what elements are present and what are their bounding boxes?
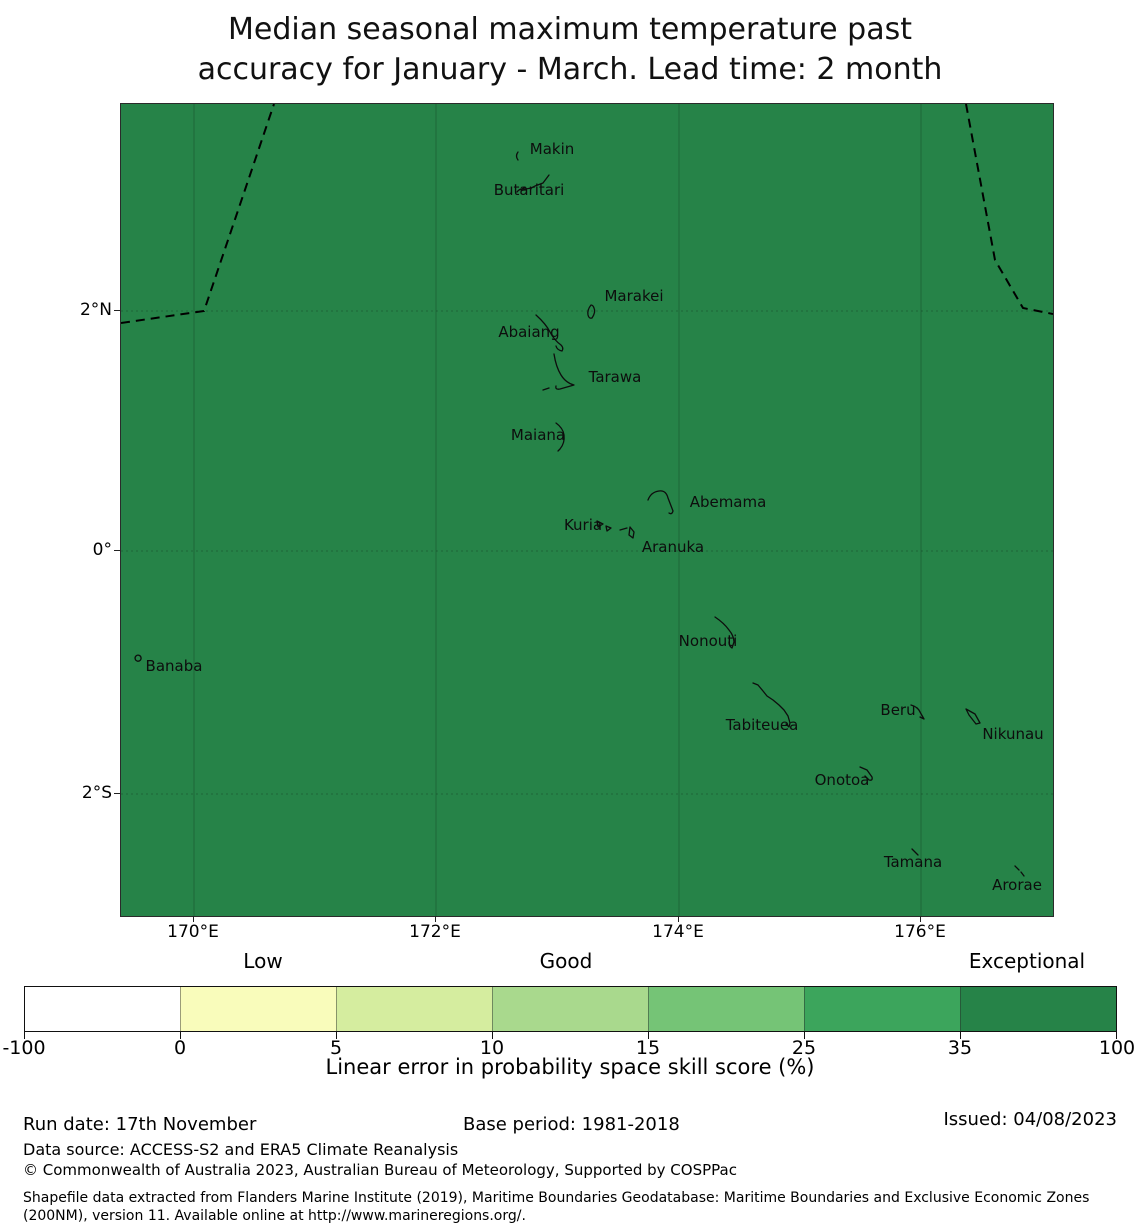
x-tick-mark — [435, 916, 436, 922]
colorbar-tick-0: 0 — [173, 1037, 187, 1059]
colorbar-segment-2 — [336, 987, 492, 1031]
island-shape-arorae — [1015, 866, 1024, 876]
map-overlay — [121, 104, 1053, 916]
colorbar-tick-35: 35 — [947, 1037, 973, 1059]
footer-copyright: © Commonwealth of Australia 2023, Australian Bureau of Meteorology, Supported by COSPPac — [23, 1161, 737, 1179]
island-label-tabiteuea: Tabiteuea — [725, 716, 799, 734]
colorbar-caption: Linear error in probability space skill score (%) — [325, 1055, 815, 1079]
colorbar-segment-4 — [648, 987, 804, 1031]
footer-run-date: Run date: 17th November — [23, 1114, 257, 1135]
island-label-abemama: Abemama — [689, 493, 767, 511]
colorbar-tick-10: 10 — [479, 1037, 505, 1059]
y-tick-mark — [114, 550, 120, 551]
island-shape-nikunau — [966, 709, 980, 724]
footer-data-source: Data source: ACCESS-S2 and ERA5 Climate Reanalysis — [23, 1140, 459, 1159]
x-axis-tick-170e: 170°E — [167, 922, 219, 942]
map-panel — [120, 103, 1054, 917]
footer-issued-date: Issued: 04/08/2023 — [943, 1109, 1117, 1130]
island-shape-banaba — [135, 655, 141, 661]
island-label-nikunau: Nikunau — [982, 725, 1044, 743]
island-label-beru: Beru — [880, 701, 916, 719]
island-shape-abemama — [648, 491, 673, 514]
x-tick-mark — [920, 916, 921, 922]
island-label-abaiang: Abaiang — [498, 323, 560, 341]
island-label-tarawa: Tarawa — [588, 368, 642, 386]
colorbar-tick-15: 15 — [635, 1037, 661, 1059]
y-tick-mark — [114, 310, 120, 311]
y-axis-tick-0: 0° — [92, 540, 112, 560]
x-tick-mark — [678, 916, 679, 922]
graticule-gridlines — [121, 104, 1053, 916]
island-label-aranuka: Aranuka — [641, 538, 705, 556]
colorbar-tick-5: 5 — [329, 1037, 343, 1059]
colorbar-segment-1 — [180, 987, 336, 1031]
colorbar-segment-3 — [492, 987, 648, 1031]
colorbar-tick-25: 25 — [791, 1037, 817, 1059]
x-tick-mark — [193, 916, 194, 922]
island-label-tamana: Tamana — [883, 853, 943, 871]
island-shape-marakei — [588, 305, 595, 318]
island-label-maiana: Maiana — [510, 426, 566, 444]
y-tick-mark — [114, 793, 120, 794]
island-shapes — [135, 152, 1024, 876]
colorbar-label-exceptional: Exceptional — [968, 949, 1086, 973]
island-shape-aranuka — [620, 527, 634, 538]
island-label-onotoa: Onotoa — [814, 771, 870, 789]
island-label-kuria: Kuria — [563, 516, 603, 534]
colorbar-segment-0 — [25, 987, 180, 1031]
figure-title-line1: Median seasonal maximum temperature past — [228, 12, 912, 47]
y-axis-tick-2s: 2°S — [81, 783, 112, 803]
x-axis-tick-172e: 172°E — [409, 922, 461, 942]
island-shape-tarawa — [543, 354, 574, 390]
colorbar-segment-5 — [804, 987, 960, 1031]
figure-title-line2: accuracy for January - March. Lead time: 2 month — [197, 52, 943, 87]
island-label-marakei: Marakei — [604, 287, 664, 305]
eez-boundary-dashed-line — [121, 104, 1053, 323]
x-axis-tick-174e: 174°E — [652, 922, 704, 942]
colorbar-tick-100: 100 — [1098, 1037, 1136, 1059]
island-shape-makin — [517, 152, 519, 160]
island-label-butaritari: Butaritari — [493, 181, 565, 199]
figure-title — [0, 10, 1140, 90]
colorbar-tick-neg100: -100 — [2, 1037, 46, 1059]
island-label-makin: Makin — [529, 140, 575, 158]
colorbar-label-low: Low — [243, 949, 283, 973]
island-label-arorae: Arorae — [992, 876, 1042, 894]
footer-shapefile-note: Shapefile data extracted from Flanders Marine Institute (2019), Maritime Boundaries Geodatabase: Maritime Boundaries and Exclusive Economic Zones (200NM), version 11. Available online at http://www.marineregions.org/. — [23, 1190, 1090, 1224]
colorbar-label-good: Good — [539, 949, 593, 973]
colorbar-segment-6 — [960, 987, 1116, 1031]
colorbar — [24, 986, 1117, 1032]
x-axis-tick-176e: 176°E — [894, 922, 946, 942]
y-axis-tick-2n: 2°N — [79, 300, 112, 320]
footer-base-period: Base period: 1981-2018 — [463, 1114, 680, 1135]
island-label-banaba: Banaba — [145, 657, 203, 675]
island-label-nonouti: Nonouti — [678, 632, 738, 650]
